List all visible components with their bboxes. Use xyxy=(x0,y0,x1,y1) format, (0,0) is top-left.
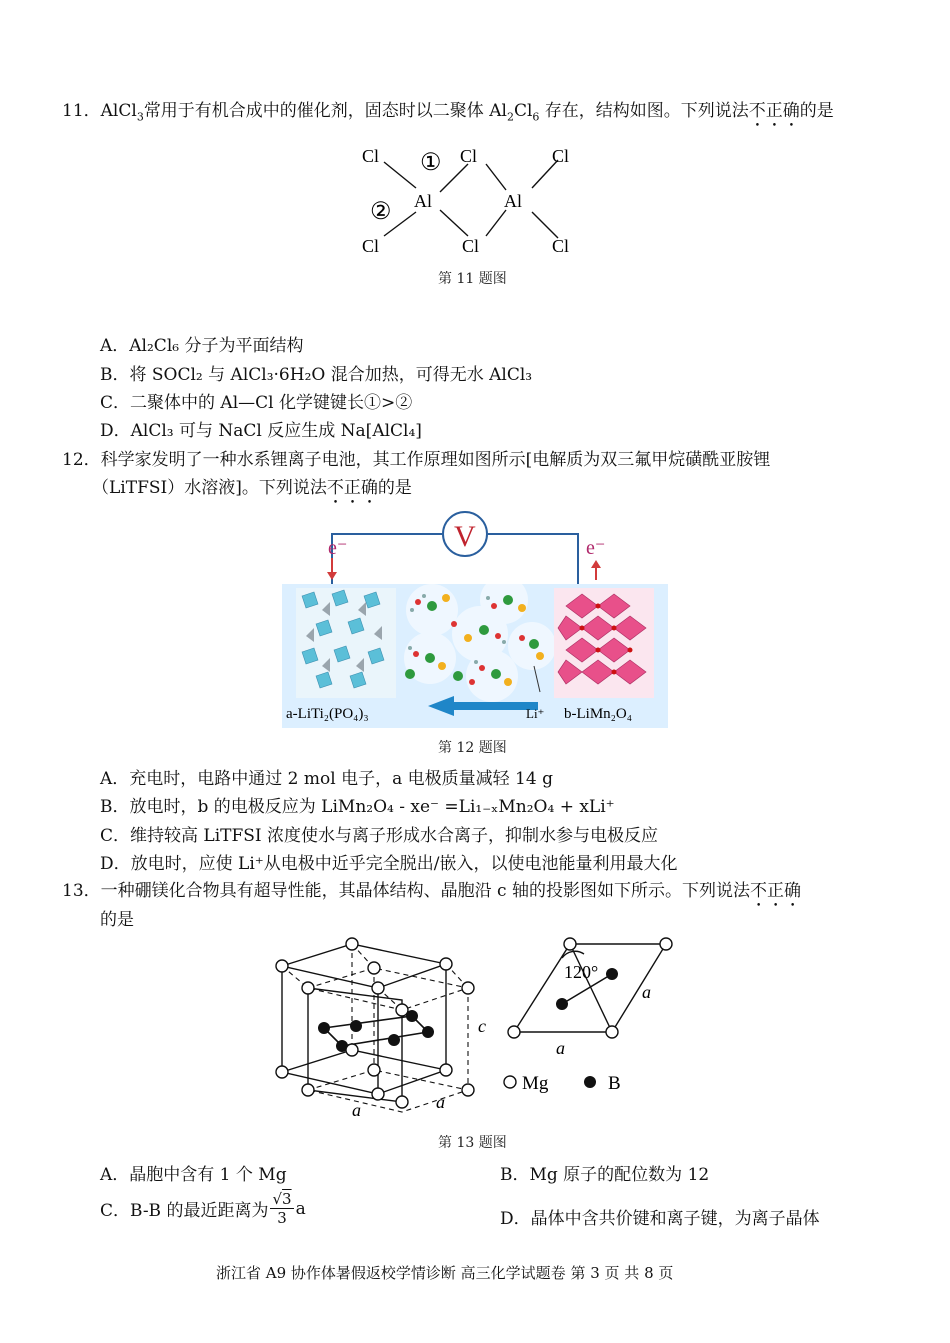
ion-label: Li⁺ xyxy=(526,706,545,721)
electron-left-label: e⁻ xyxy=(328,537,348,559)
q11-mark-2: ② xyxy=(370,199,392,225)
angle-label: 120° xyxy=(564,962,599,982)
mg-legend-icon xyxy=(504,1076,516,1088)
q13-stem-line2: 的是 xyxy=(100,910,134,930)
q13-option-b: B．Mg 原子的配位数为 12 xyxy=(500,1165,710,1185)
left-electrode-crystal xyxy=(296,588,396,698)
q12-option-c: C．维持较高 LiTFSI 浓度使水与离子形成水合离子，抑制水参与电极反应 xyxy=(100,826,659,846)
axis-a-label-1: a xyxy=(352,1100,361,1120)
q11-cl-6: Cl xyxy=(552,236,570,256)
q12-number: 12． xyxy=(62,450,101,470)
q11-cl-4: Cl xyxy=(362,236,380,256)
right-electrode-crystal xyxy=(554,588,654,698)
q13-stem-line1: 13．一种硼镁化合物具有超导性能，其晶体结构、晶胞沿 c 轴的投影图如下所示。下列说法不正确 xyxy=(62,881,801,901)
q12-option-d: D．放电时，应使 Li⁺从电极中近乎完全脱出/嵌入，以使电池能量利用最大化 xyxy=(100,854,678,874)
q11-emphasis: 不正确 xyxy=(748,101,800,121)
fraction: $\frac{√3}{3}$ xyxy=(272,1190,292,1227)
q11-cl-2: Cl xyxy=(460,146,478,166)
q11-option-d: D．AlCl₃ 可与 NaCl 反应生成 Na[AlCl₄] xyxy=(100,421,422,441)
q11-al-1: Al xyxy=(414,191,432,211)
q12-stem-line1: 12．科学家发明了一种水系锂离子电池，其工作原理如图所示[电解质为双三氟甲烷磺酰亚胺锂 xyxy=(62,450,771,470)
legend-b-label: B xyxy=(608,1073,621,1094)
proj-a-label-2: a xyxy=(556,1038,565,1058)
q11-stem: 11．AlCl$_3$常用于有机合成中的催化剂，固态时以二聚体 $Al_2Cl_6$ 存在，结构如图。下列说法不正确的是 xyxy=(62,101,834,124)
axis-c-label: c xyxy=(478,1016,486,1036)
q13-option-d: D．晶体中含共价键和离子键，为离子晶体 xyxy=(500,1209,820,1229)
left-electrode-label: a-LiTi₂(PO₄)₃ xyxy=(286,706,369,722)
q13-emphasis: 不正确 xyxy=(749,881,801,901)
electron-down-arrow-icon xyxy=(327,572,337,580)
q11-al-2: Al xyxy=(504,191,522,211)
electron-up-arrow-icon xyxy=(591,560,601,568)
q12-option-a: A．充电时，电路中通过 2 mol 电子，a 电极质量减轻 14 g xyxy=(100,769,553,789)
q11-structure-diagram xyxy=(340,140,610,260)
legend-mg-label: Mg xyxy=(522,1073,549,1094)
q11-option-a: A．Al₂Cl₆ 分子为平面结构 xyxy=(100,336,304,356)
b-legend-icon xyxy=(584,1076,596,1088)
q13-crystal-structure xyxy=(268,936,498,1122)
q11-cl-5: Cl xyxy=(462,236,480,256)
electron-right-label: e⁻ xyxy=(586,537,606,559)
right-electrode-label: b-LiMn₂O₄ xyxy=(564,706,632,722)
q11-cl-1: Cl xyxy=(362,146,380,166)
proj-a-label-1: a xyxy=(642,982,651,1002)
q12-emphasis: 不正确 xyxy=(326,478,378,498)
q12-option-b: B．放电时，b 的电极反应为 LiMn₂O₄ - xe⁻ =Li₁₋ₓMn₂O₄ + xLi⁺ xyxy=(100,797,615,817)
q11-mark-1: ① xyxy=(420,150,442,176)
page-footer: 浙江省 A9 协作体暑假返校学情诊断 高三化学试题卷 第 3 页 共 8 页 xyxy=(216,1264,674,1282)
q11-number: 11． xyxy=(62,101,101,121)
q11-option-b: B．将 SOCl₂ 与 AlCl₃·6H₂O 混合加热，可得无水 AlCl₃ xyxy=(100,365,533,385)
q13-option-c: C．B-B 的最近距离为 $\frac{√3}{3}$ a xyxy=(100,1190,306,1227)
q13-projection-diagram xyxy=(500,936,680,1106)
voltmeter-label: V xyxy=(454,520,476,553)
q12-caption: 第 12 题图 xyxy=(438,740,507,756)
axis-a-label-2: a xyxy=(436,1092,445,1112)
q13-number: 13． xyxy=(62,881,101,901)
q11-caption: 第 11 题图 xyxy=(438,271,507,287)
q12-stem-line2: （LiTFSI）水溶液]。下列说法不正确的是 xyxy=(92,478,412,498)
q11-option-c: C．二聚体中的 Al—Cl 化学键键长①>② xyxy=(100,393,413,413)
q12-battery-figure xyxy=(282,506,668,728)
q11-cl-3: Cl xyxy=(552,146,570,166)
q13-option-a: A．晶胞中含有 1 个 Mg xyxy=(100,1165,287,1185)
q13-caption: 第 13 题图 xyxy=(438,1135,507,1151)
